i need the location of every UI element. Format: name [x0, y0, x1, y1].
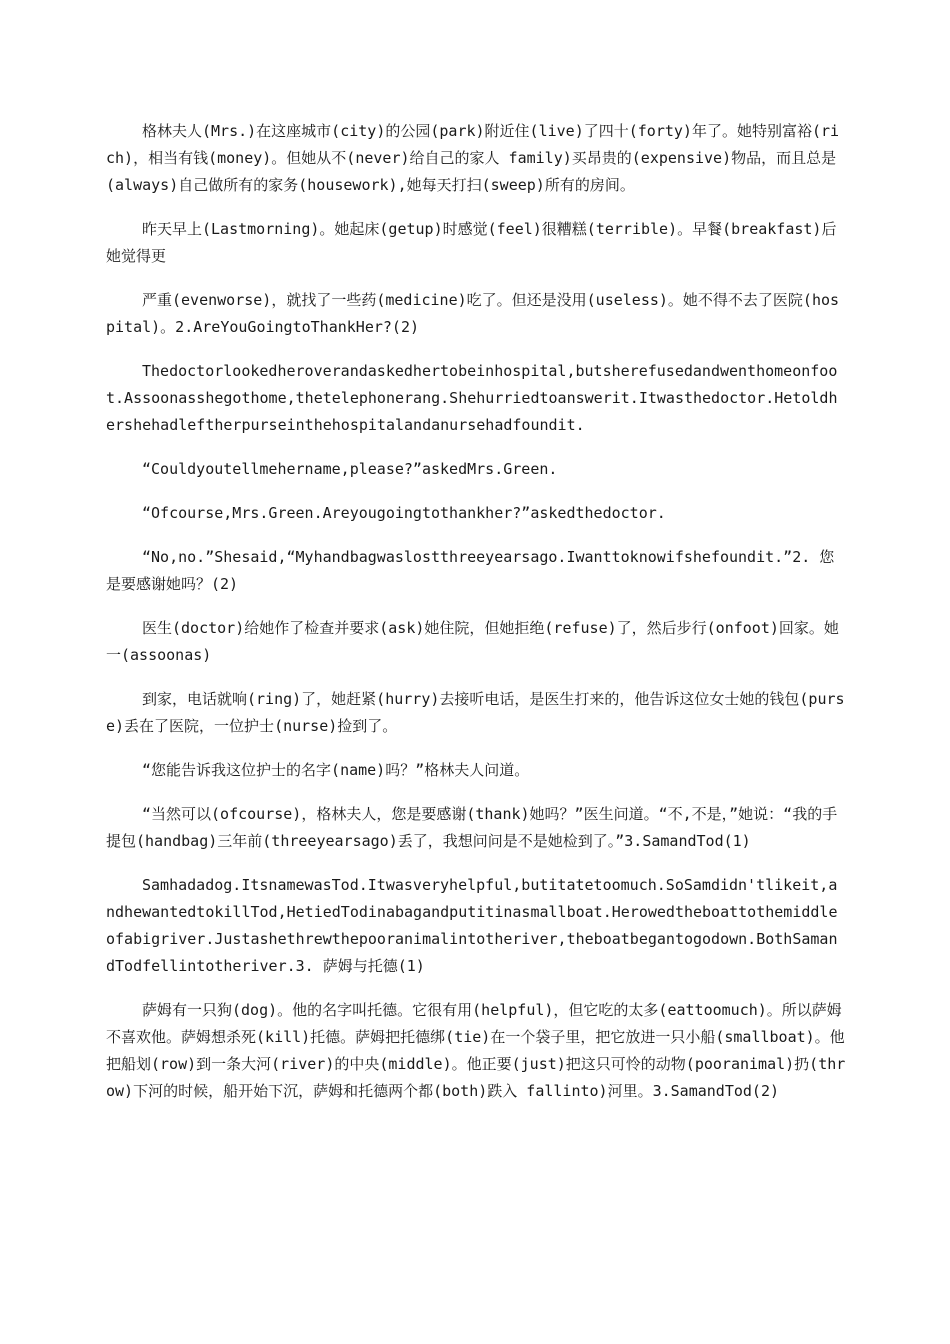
paragraph-11: “当然可以(ofcourse)，格林夫人，您是要感谢(thank)她吗？”医生问道。“不,不是，”她说：“我的手提包(handbag)三年前(threeyearsago)丢了，我想问问是不是她检到了。”3.SamandTod(1)	[106, 805, 838, 850]
paragraph-2: 昨天早上(Lastmorning)。她起床(getup)时感觉(feel)很糟糕(terrible)。早餐(breakfast)后她觉得更	[106, 220, 837, 265]
paragraph-4: Thedoctorlookedheroverandaskedhertobeinhospital,butsherefusedandwenthomeonfoot.Assoonasshegothome,thetelephonerang.Shehurriedtoanswerit.Itwasthedoctor.Hetoldhershehadleftherpurseinthehospitalandanursehadfoundit.	[106, 362, 838, 434]
paragraph-7: “No,no.”Shesaid,“Myhandbagwaslostthreeyearsago.Iwanttoknowifshefoundit.”2. 您是要感谢她吗？(2)	[106, 548, 835, 593]
paragraph-3: 严重(evenworse)，就找了一些药(medicine)吃了。但还是没用(useless)。她不得不去了医院(hospital)。2.AreYouGoingtoThankHer?(2)	[106, 291, 840, 336]
paragraph-13: 萨姆有一只狗(dog)。他的名字叫托德。它很有用(helpful)，但它吃的太多(eattoomuch)。所以萨姆不喜欢他。萨姆想杀死(kill)托德。萨姆把托德绑(tie)在一个袋子里，把它放进一只小船(smallboat)。他把船划(row)到一条大河(river)的中央(middle)。他正要(just)把这只可怜的动物(pooranimal)扔(throw)下河的时候，船开始下沉，萨姆和托德两个都(both)跌入 fallinto)河里。3.SamandTod(2)	[106, 1001, 846, 1100]
paragraph-12: Samhadadog.ItsnamewasTod.Itwasveryhelpful,butitatetoomuch.SoSamdidn'tlikeit,andhewantedtokillTod,HetiedTodinabagandputitinasmallboat.Herowedtheboattothemiddleofabigriver.Justashethrewthepooranimalintotheriver,theboatbegantogodown.BothSamandTodfellintotheriver.3. 萨姆与托德(1)	[106, 876, 838, 975]
paragraph-1: 格林夫人(Mrs.)在这座城市(city)的公园(park)附近住(live)了四十(forty)年了。她特别富裕(rich)，相当有钱(money)。但她从不(never)给自己的家人 family)买昂贵的(expensive)物品，而且总是(always)自己做所有的家务(housework),她每天打扫(sweep)所有的房间。	[106, 122, 840, 194]
paragraph-8: 医生(doctor)给她作了检查并要求(ask)她住院，但她拒绝(refuse)了，然后步行(onfoot)回家。她一(assoonas)	[106, 619, 839, 664]
paragraph-10: “您能告诉我这位护士的名字(name)吗？”格林夫人问道。	[142, 761, 530, 779]
paragraph-6: “Ofcourse,Mrs.Green.Areyougoingtothankher?”askedthedoctor.	[142, 504, 666, 522]
paragraph-5: “Couldyoutellmehername,please?”askedMrs.Green.	[142, 460, 558, 478]
document-body	[106, 118, 846, 1122]
paragraph-9: 到家，电话就响(ring)了，她赶紧(hurry)去接听电话，是医生打来的，他告诉这位女士她的钱包(purse)丢在了医院，一位护士(nurse)捡到了。	[106, 690, 845, 735]
